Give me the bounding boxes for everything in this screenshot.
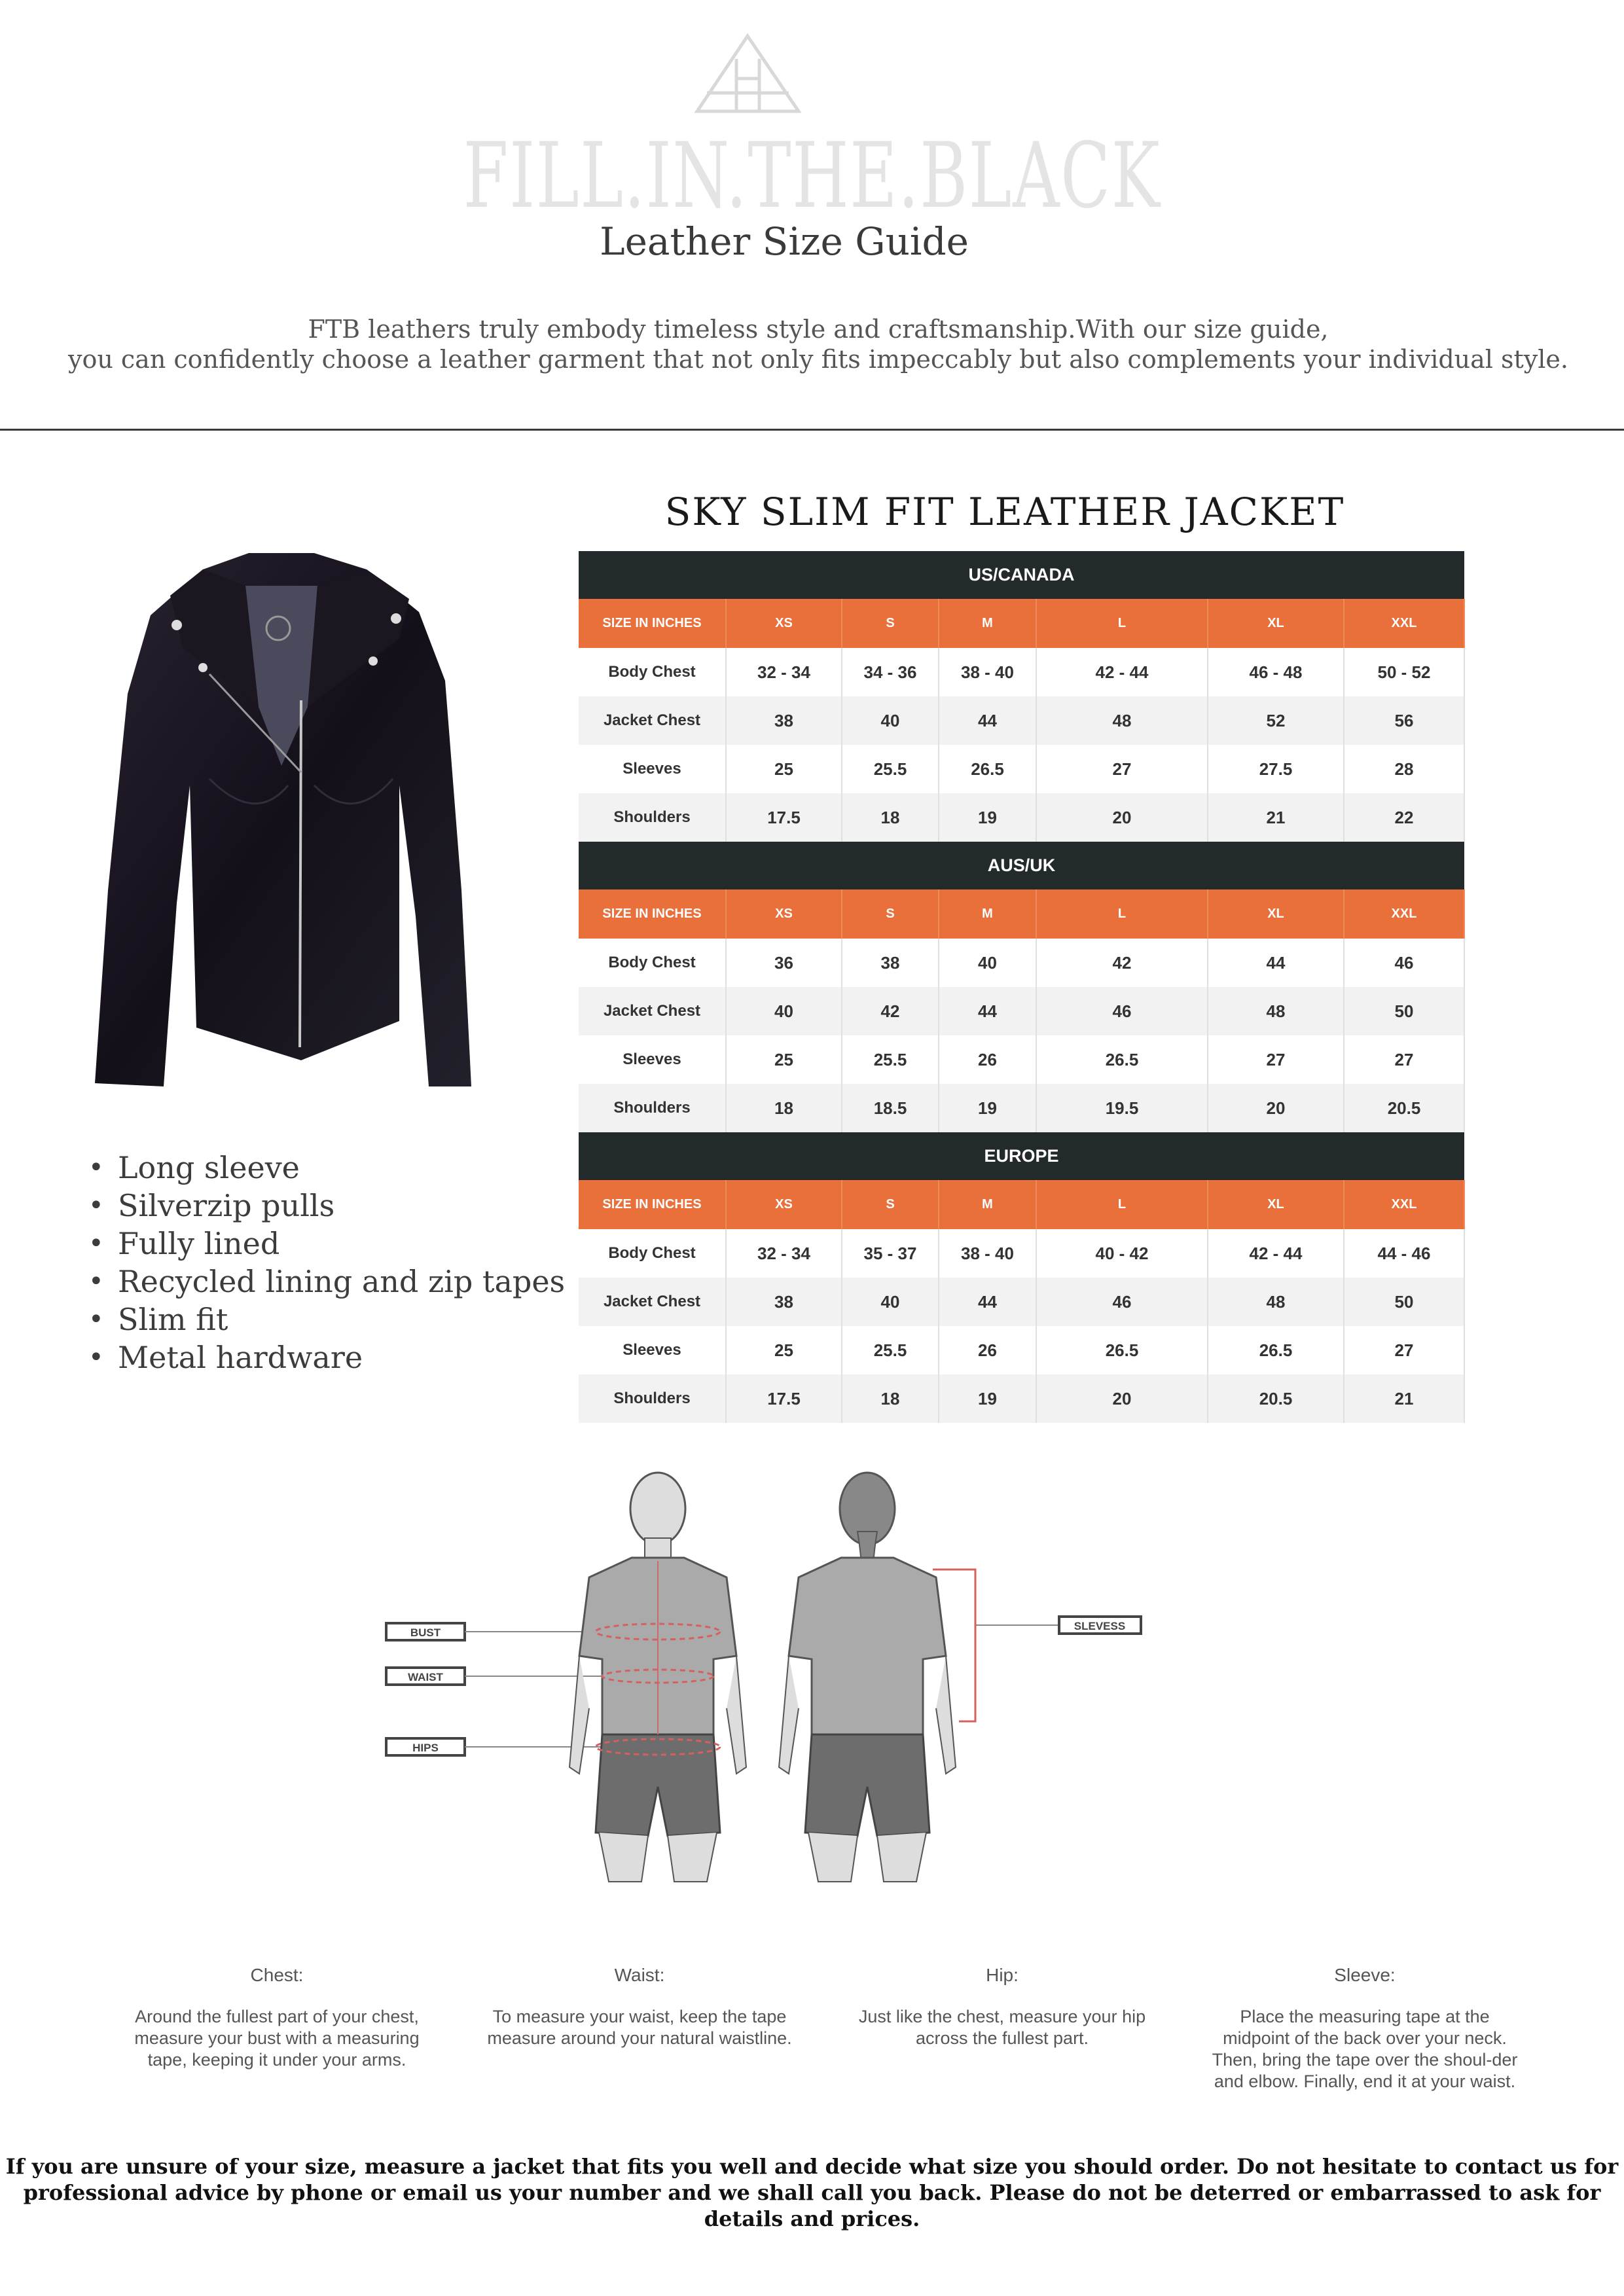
- measurement-label: Sleeves: [579, 745, 726, 793]
- intro-text: [0, 314, 1624, 374]
- measurement-value: 44: [939, 1278, 1036, 1326]
- body-measurement-diagram: [380, 1460, 1191, 1892]
- measurement-value: 27: [1208, 1035, 1344, 1084]
- footer-note: [0, 2153, 1624, 2232]
- table-row: [579, 1035, 1464, 1084]
- size-header-row: [579, 889, 1464, 939]
- measurement-value: 36: [726, 939, 842, 987]
- measurement-value: 18: [842, 1374, 939, 1423]
- measurement-value: 42: [1036, 939, 1208, 987]
- hip-note-text: Just like the chest, measure your hip across the fullest part.: [858, 2007, 1146, 2048]
- measurement-label: Sleeves: [579, 1035, 726, 1084]
- measurement-value: 26: [939, 1326, 1036, 1374]
- measurement-value: 27: [1036, 745, 1208, 793]
- measurement-value: 27: [1344, 1326, 1464, 1374]
- measurement-value: 38: [726, 696, 842, 745]
- intro-line-2: you can confidently choose a leather garment that not only fits impeccably but also complements your individual style.: [67, 345, 1568, 374]
- measurement-value: 32 - 34: [726, 1229, 842, 1278]
- measurement-value: 19: [939, 1374, 1036, 1423]
- table-row: [579, 793, 1464, 842]
- measurement-value: 25: [726, 1035, 842, 1084]
- size-column-header: XXL: [1344, 1180, 1464, 1229]
- measurement-label: Body Chest: [579, 1229, 726, 1278]
- measurement-value: 42: [842, 987, 939, 1035]
- feature-item: • Fully lined: [88, 1225, 565, 1263]
- measurement-value: 52: [1208, 696, 1344, 745]
- region-name: US/CANADA: [579, 551, 1464, 599]
- measurement-value: 40: [842, 696, 939, 745]
- measurement-label: Shoulders: [579, 793, 726, 842]
- measurement-value: 46: [1036, 1278, 1208, 1326]
- size-header-row: [579, 1180, 1464, 1229]
- footer-line-1: If you are unsure of your size, measure a jacket that fits you well and decide what size you should order. Do not hesitate to contact us for: [5, 2154, 1619, 2179]
- measurement-value: 44: [939, 987, 1036, 1035]
- back-body-figure: [779, 1473, 975, 1882]
- measurement-label: Jacket Chest: [579, 987, 726, 1035]
- brand-logo-icon: [694, 33, 802, 118]
- sleeve-note-text: Place the measuring tape at the midpoint of the back over your neck. Then, bring the tape over the shoul-der and elbow. Finally, end it at your waist.: [1212, 2007, 1518, 2091]
- bust-label-box: [386, 1623, 465, 1640]
- measurement-value: 26.5: [1036, 1035, 1208, 1084]
- header-divider: [0, 429, 1624, 431]
- measurement-value: 46: [1344, 939, 1464, 987]
- hips-label-box: [386, 1738, 465, 1755]
- measurement-value: 46 - 48: [1208, 648, 1344, 696]
- hips-label: HIPS: [412, 1742, 439, 1754]
- region-header-row: [579, 1132, 1464, 1180]
- table-row: [579, 745, 1464, 793]
- table-row: [579, 1326, 1464, 1374]
- region-name: EUROPE: [579, 1132, 1464, 1180]
- bust-label: BUST: [410, 1626, 441, 1639]
- measurement-value: 17.5: [726, 793, 842, 842]
- size-column-header: S: [842, 1180, 939, 1229]
- feature-list: [88, 1149, 565, 1376]
- measurement-value: 32 - 34: [726, 648, 842, 696]
- measurement-value: 19.5: [1036, 1084, 1208, 1132]
- table-row: [579, 696, 1464, 745]
- size-column-header: XXL: [1344, 599, 1464, 648]
- measurement-label: Body Chest: [579, 939, 726, 987]
- measurement-value: 25.5: [842, 1035, 939, 1084]
- region-name: AUS/UK: [579, 842, 1464, 889]
- measurement-value: 40: [939, 939, 1036, 987]
- sleeves-label: SLEVESS: [1074, 1620, 1126, 1632]
- product-title: SKY SLIM FIT LEATHER JACKET: [664, 490, 1345, 534]
- measurement-value: 19: [939, 793, 1036, 842]
- measurement-value: 27.5: [1208, 745, 1344, 793]
- measurement-value: 40: [842, 1278, 939, 1326]
- chest-note-text: Around the fullest part of your chest, measure your bust with a measuring tape, keeping it under your arms.: [134, 2007, 420, 2070]
- leather-jacket-image: [92, 550, 478, 1100]
- measurement-value: 34 - 36: [842, 648, 939, 696]
- measurement-value: 48: [1208, 1278, 1344, 1326]
- front-body-figure: [569, 1473, 746, 1882]
- measurement-value: 27: [1344, 1035, 1464, 1084]
- measurement-value: 38 - 40: [939, 648, 1036, 696]
- size-column-header: XXL: [1344, 889, 1464, 939]
- size-column-header: XS: [726, 1180, 842, 1229]
- measurement-label: Shoulders: [579, 1374, 726, 1423]
- measurement-value: 35 - 37: [842, 1229, 939, 1278]
- measurement-value: 56: [1344, 696, 1464, 745]
- measurement-value: 20: [1036, 793, 1208, 842]
- measurement-value: 21: [1208, 793, 1344, 842]
- measurement-value: 42 - 44: [1036, 648, 1208, 696]
- feature-item: • Long sleeve: [88, 1149, 565, 1187]
- measurement-value: 50: [1344, 1278, 1464, 1326]
- size-column-header: L: [1036, 889, 1208, 939]
- size-column-header: L: [1036, 599, 1208, 648]
- feature-item: • Silverzip pulls: [88, 1187, 565, 1225]
- measurement-value: 48: [1208, 987, 1344, 1035]
- measurement-value: 20: [1036, 1374, 1208, 1423]
- measurement-value: 42 - 44: [1208, 1229, 1344, 1278]
- measurement-value: 19: [939, 1084, 1036, 1132]
- measurement-label: Sleeves: [579, 1326, 726, 1374]
- measurement-value: 38: [726, 1278, 842, 1326]
- size-column-header: XS: [726, 599, 842, 648]
- measurement-value: 26.5: [1208, 1326, 1344, 1374]
- waist-note-text: To measure your waist, keep the tape measure around your natural waistline.: [487, 2007, 792, 2048]
- measurement-value: 48: [1036, 696, 1208, 745]
- size-column-header: XL: [1208, 889, 1344, 939]
- footer-line-2: professional advice by phone or email us your number and we shall call you back. Please do not be deterred or embarrassed to ask for details and prices.: [23, 2180, 1601, 2231]
- measurement-value: 50 - 52: [1344, 648, 1464, 696]
- measurement-value: 46: [1036, 987, 1208, 1035]
- measurement-value: 18: [726, 1084, 842, 1132]
- measurement-value: 28: [1344, 745, 1464, 793]
- measurement-value: 40 - 42: [1036, 1229, 1208, 1278]
- sleeves-label-box: [1059, 1617, 1141, 1634]
- waist-label: WAIST: [408, 1671, 443, 1683]
- size-column-header: XS: [726, 889, 842, 939]
- size-header-row: [579, 599, 1464, 648]
- measurement-value: 25: [726, 1326, 842, 1374]
- measurement-value: 20: [1208, 1084, 1344, 1132]
- measurement-value: 20.5: [1344, 1084, 1464, 1132]
- measurement-value: 44: [939, 696, 1036, 745]
- table-row: [579, 1374, 1464, 1423]
- table-row: [579, 1084, 1464, 1132]
- measurement-label: Jacket Chest: [579, 696, 726, 745]
- measurement-value: 25: [726, 745, 842, 793]
- measurement-value: 40: [726, 987, 842, 1035]
- measurement-value: 22: [1344, 793, 1464, 842]
- size-column-header: L: [1036, 1180, 1208, 1229]
- size-column-header: XL: [1208, 1180, 1344, 1229]
- page-title: Leather Size Guide: [600, 219, 969, 264]
- feature-item: • Slim fit: [88, 1300, 565, 1338]
- feature-item: • Metal hardware: [88, 1338, 565, 1376]
- size-column-header: M: [939, 599, 1036, 648]
- measurement-value: 38: [842, 939, 939, 987]
- measurement-label: Body Chest: [579, 648, 726, 696]
- measurement-label: Jacket Chest: [579, 1278, 726, 1326]
- size-column-header: S: [842, 599, 939, 648]
- measurement-value: 38 - 40: [939, 1229, 1036, 1278]
- table-row: [579, 939, 1464, 987]
- measurement-value: 44: [1208, 939, 1344, 987]
- measurement-value: 18.5: [842, 1084, 939, 1132]
- size-chart-table: [579, 551, 1465, 1423]
- measurement-value: 18: [842, 793, 939, 842]
- table-row: [579, 1229, 1464, 1278]
- size-column-header: M: [939, 1180, 1036, 1229]
- hip-note-title: Hip:: [986, 1965, 1019, 1985]
- waist-note-title: Waist:: [614, 1965, 665, 1985]
- size-column-header: M: [939, 889, 1036, 939]
- table-row: [579, 987, 1464, 1035]
- measurement-value: 26: [939, 1035, 1036, 1084]
- measurement-value: 25.5: [842, 1326, 939, 1374]
- size-unit-label: SIZE IN INCHES: [579, 599, 726, 648]
- chest-note-title: Chest:: [250, 1965, 304, 1985]
- size-unit-label: SIZE IN INCHES: [579, 889, 726, 939]
- measurement-value: 50: [1344, 987, 1464, 1035]
- measurement-value: 26.5: [939, 745, 1036, 793]
- brand-name: FILL.IN.THE.BLACK: [463, 123, 1161, 228]
- size-column-header: XL: [1208, 599, 1344, 648]
- size-column-header: S: [842, 889, 939, 939]
- waist-label-box: [386, 1668, 465, 1685]
- measurement-value: 21: [1344, 1374, 1464, 1423]
- measurement-value: 25.5: [842, 745, 939, 793]
- measurement-value: 17.5: [726, 1374, 842, 1423]
- region-header-row: [579, 551, 1464, 599]
- measurement-value: 26.5: [1036, 1326, 1208, 1374]
- measurement-label: Shoulders: [579, 1084, 726, 1132]
- table-row: [579, 648, 1464, 696]
- measurement-value: 20.5: [1208, 1374, 1344, 1423]
- table-row: [579, 1278, 1464, 1326]
- feature-item: • Recycled lining and zip tapes: [88, 1263, 565, 1300]
- size-unit-label: SIZE IN INCHES: [579, 1180, 726, 1229]
- sleeve-note-title: Sleeve:: [1334, 1965, 1396, 1985]
- intro-line-1: FTB leathers truly embody timeless style and craftsmanship.With our size guide,: [308, 315, 1329, 344]
- region-header-row: [579, 842, 1464, 889]
- measurement-value: 44 - 46: [1344, 1229, 1464, 1278]
